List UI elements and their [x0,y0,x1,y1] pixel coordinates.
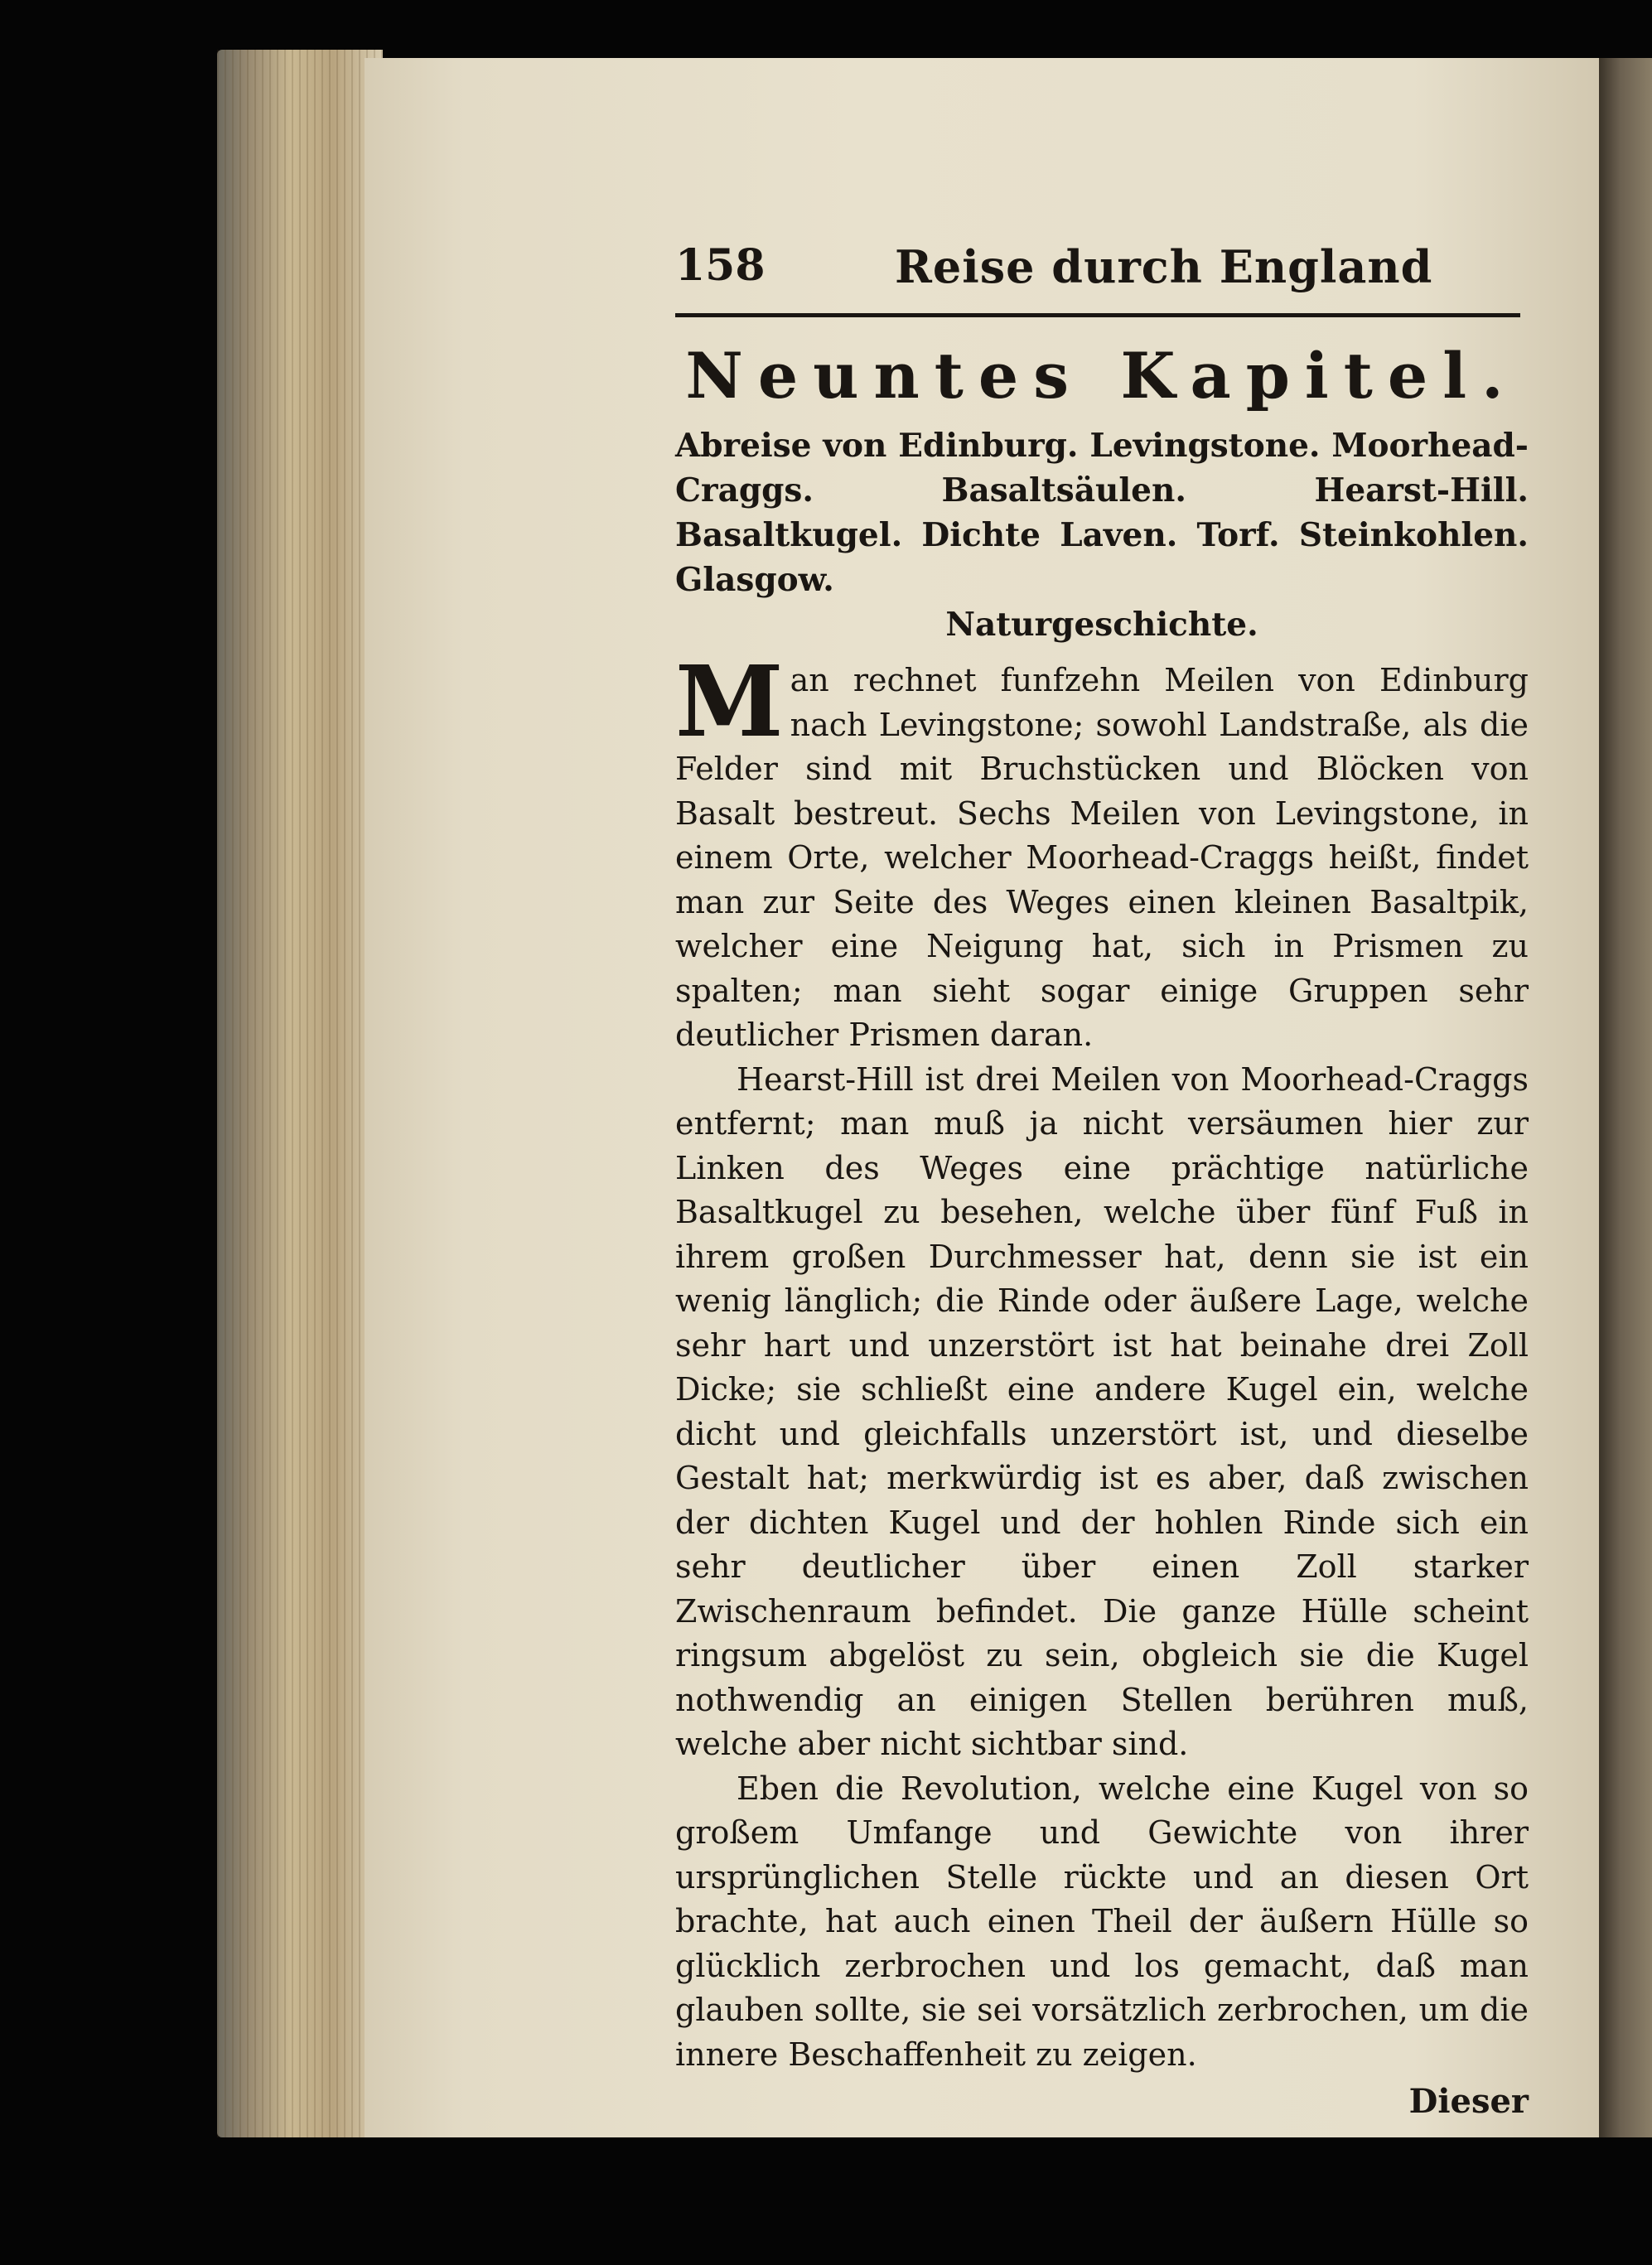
page-number: 158 [675,240,766,291]
paragraph-1-text: an rechnet funfzehn Meilen von Edinburg nach Levingstone; sowohl Landstraße, als die Felder sind mit Bruchstücken und Blöcken von Basalt bestreut. Sechs Meilen von Levingstone, in einem Orte, welcher Moorhead-Craggs heißt, findet man zur Seite des Weges einen kleinen Basaltpik, welcher eine Neigung hat, sich in Prismen zu spalten; man sieht sogar einige Gruppen sehr deutlicher Prismen daran. [675,662,1529,1053]
chapter-summary-end: Naturgeschichte. [945,606,1258,644]
catchword: Dieser [1408,2082,1529,2121]
drop-cap: M [675,644,784,759]
page-edge-texture [217,50,383,2137]
chapter-summary: Abreise von Edinburg. Levingstone. Moorhead-Craggs. Basaltsäulen. Hearst-Hill. Basaltkugel. Dichte Laven. Torf. Steinkohlen. Glasgow. [675,427,1529,599]
paragraph-3: Eben die Revolution, welche eine Kugel von so großem Umfange und Gewichte von ihrer ursprünglichen Stelle rückte und an diesen Ort brachte, hat auch einen Theil der äußern Hülle so glücklich zerbrochen und los gemacht, daß man glauben sollte, sie sei vorsätzlich zerbrochen, um die innere Beschaffenheit zu zeigen. [675,1770,1529,2073]
chapter-title: Neuntes Kapitel. [685,339,1519,413]
page-content [675,240,1529,2121]
running-head [675,240,1529,307]
running-title: Reise durch England [895,240,1433,293]
header-rule [675,313,1520,317]
paragraph-2: Hearst-Hill ist drei Meilen von Moorhead-Craggs entfernt; man muß ja nicht versäumen hier zur Linken des Weges eine prächtige natürliche Basaltkugel zu besehen, welche über fünf Fuß in ihrem großen Durchmesser hat, denn sie ist ein wenig länglich; die Rinde oder äußere Lage, welche sehr hart und unzerstört ist hat beinahe drei Zoll Dicke; sie schließt eine andere Kugel ein, welche dicht und gleichfalls unzerstört ist, und dieselbe Gestalt hat; merkwürdig ist es aber, daß zwischen der dichten Kugel und der hohlen Rinde sich ein sehr deutlicher über einen Zoll starker Zwischenraum befindet. Die ganze Hülle scheint ringsum abgelöst zu sein, obgleich sie die Kugel nothwendig an einigen Stellen berühren muß, welche aber nicht sichtbar sind. [675,1060,1529,1762]
paragraph-1 [675,644,1529,1058]
body-text [675,644,1529,2077]
facing-page-edge [1599,58,1652,2137]
